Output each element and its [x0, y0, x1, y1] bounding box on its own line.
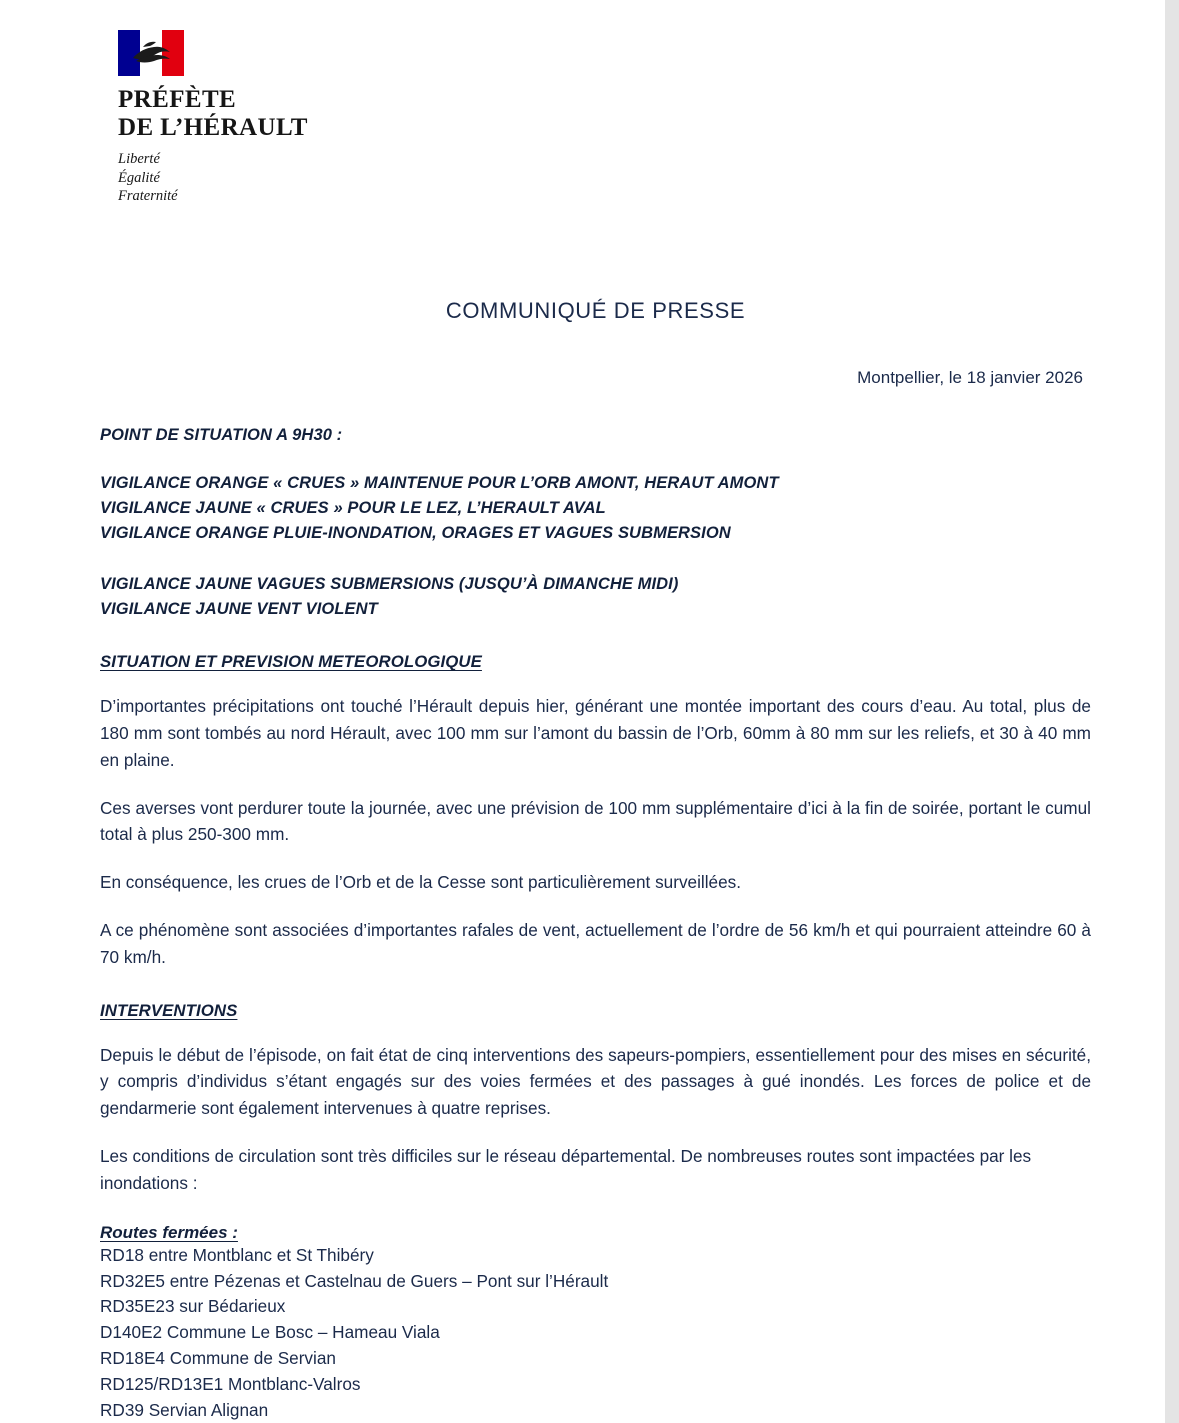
list-item: RD39 Servian Alignan [100, 1399, 269, 1420]
meteo-paragraph-2: Ces averses vont perdurer toute la journée, avec une prévision de 100 mm supplémentaire d’ici à la fin de soirée, portant le cumul total à plus 250-300 mm. [100, 797, 1091, 845]
meteo-paragraph-3: En conséquence, les crues de l’Orb et de la Cesse sont particulièrement surveillées. [100, 872, 742, 893]
vigilance-line: VIGILANCE JAUNE « CRUES » POUR LE LEZ, L’HERAULT AVAL [100, 498, 606, 517]
dateline: Montpellier, le 18 janvier 2026 [857, 367, 1083, 387]
meteo-paragraph-4: A ce phénomène sont associées d’importantes rafales de vent, actuellement de l’ordre de 56 km/h et qui pourraient atteindre 60 à 70 km/h. [100, 920, 1091, 967]
list-item: D140E2 Commune Le Bosc – Hameau Viala [100, 1322, 440, 1343]
vigilance-line: VIGILANCE ORANGE PLUIE-INONDATION, ORAGES ET VAGUES SUBMERSION [100, 523, 731, 542]
prefecture-logo [100, 0, 1091, 206]
section-heading-interventions: INTERVENTIONS [100, 1000, 238, 1020]
vigilance-line: VIGILANCE JAUNE VAGUES SUBMERSIONS (JUSQU’À DIMANCHE MIDI) [100, 574, 679, 593]
motto-fraternite: Fraternité [118, 188, 178, 205]
list-item: RD125/RD13E1 Montblanc-Valros [100, 1373, 361, 1394]
vigilance-block-2 [100, 572, 1091, 622]
vigilance-line: VIGILANCE JAUNE VENT VIOLENT [100, 599, 378, 618]
logo-motto [118, 150, 1091, 206]
logo-title-line1: PRÉFÈTE [118, 86, 237, 113]
list-item: RD32E5 entre Pézenas et Castelnau de Guers – Pont sur l’Hérault [100, 1270, 609, 1291]
section-heading-meteo: SITUATION ET PREVISION METEOROLOGIQUE [100, 652, 482, 672]
logo-title-line2: DE L’HÉRAULT [118, 114, 308, 141]
list-item: RD18 entre Montblanc et St Thibéry [100, 1244, 374, 1265]
closed-roads-heading: Routes fermées : [100, 1222, 238, 1242]
motto-liberte: Liberté [118, 151, 160, 167]
list-item: RD18E4 Commune de Servian [100, 1347, 336, 1368]
list-item: RD35E23 sur Bédarieux [100, 1296, 286, 1317]
situation-heading: POINT DE SITUATION A 9H30 : [100, 425, 343, 444]
motto-egalite: Égalité [118, 169, 160, 186]
logo-title [118, 86, 1091, 142]
vigilance-line: VIGILANCE ORANGE « CRUES » MAINTENUE POUR L’ORB AMONT, HERAUT AMONT [100, 473, 779, 492]
page-title: COMMUNIQUÉ DE PRESSE [445, 297, 746, 323]
marianne-icon [130, 39, 174, 67]
closed-roads-list [100, 1243, 1091, 1423]
interventions-paragraph-1: Depuis le début de l’épisode, on fait état de cinq interventions des sapeurs-pompiers, essentiellement pour des mises en sécurité, y compris d’individus s’étant engagés sur des voies fermées et des passages à gué inondés. Les forces de police et de gendarmerie sont également intervenues à quatre reprises. [100, 1044, 1091, 1119]
meteo-paragraph-1: D’importantes précipitations ont touché l’Hérault depuis hier, générant une montée important des cours d’eau. Au total, plus de 180 mm sont tombés au nord Hérault, avec 100 mm sur l’amont du bassin de l’Orb, 60mm à 80 mm sur les reliefs, et 30 à 40 mm en plaine. [100, 696, 1091, 770]
french-flag-icon [118, 30, 184, 76]
interventions-paragraph-2: Les conditions de circulation sont très difficiles sur le réseau départemental. De nombreuses routes sont impactées par les inondations : [100, 1146, 1032, 1193]
vigilance-block-1 [100, 471, 1091, 546]
